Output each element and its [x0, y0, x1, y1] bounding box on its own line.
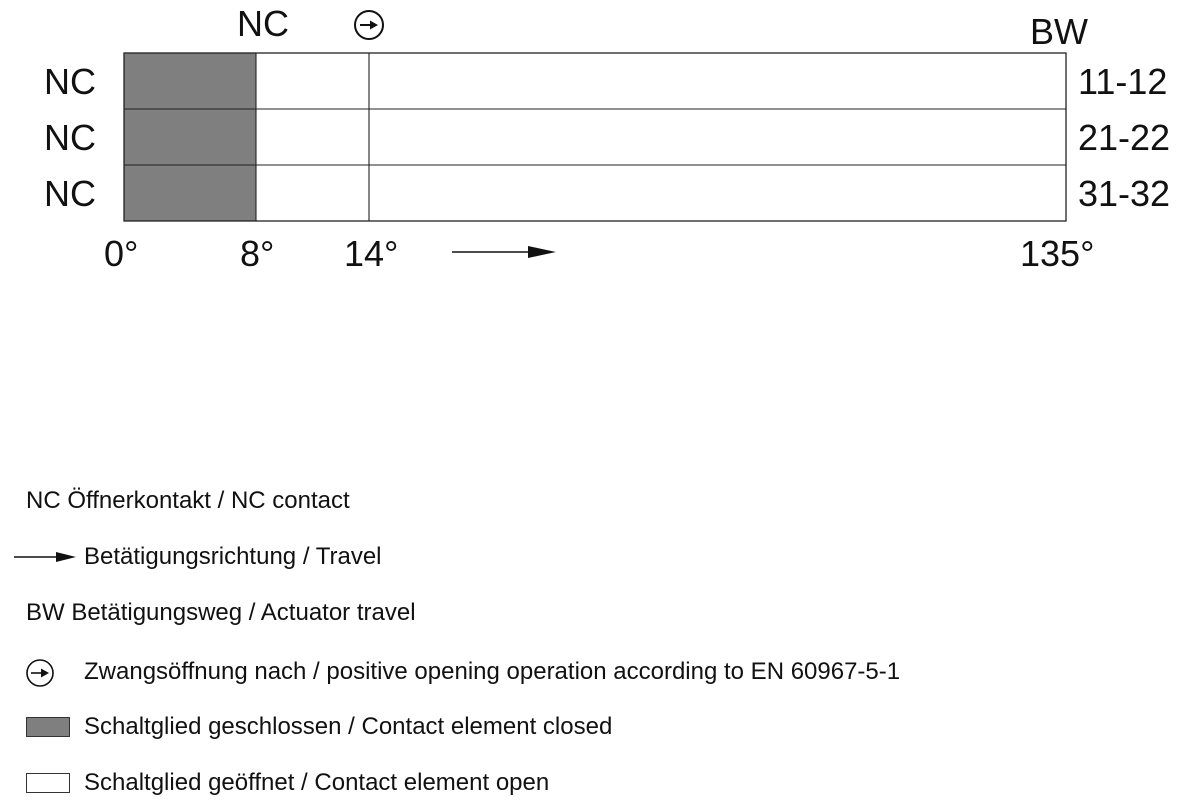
legend-travel-arrow-icon: [14, 550, 78, 564]
legend-bw-text: BW Betätigungsweg / Actuator travel: [26, 599, 416, 626]
row-3-open-area: [124, 165, 1066, 221]
legend-positive-opening-text: Zwangsöffnung nach / positive opening operation according to EN 60967-5-1: [84, 658, 901, 685]
legend-travel-text: Betätigungsrichtung / Travel: [84, 543, 382, 570]
row-2-closed-bar: [124, 109, 256, 165]
contact-number-1: 11-12: [1078, 61, 1168, 102]
header-bw-label: BW: [1030, 11, 1088, 52]
header-nc-label: NC: [237, 3, 289, 44]
row-label-1: NC: [44, 61, 96, 102]
contact-number-3: 31-32: [1078, 173, 1171, 214]
tick-label-135: 135°: [1020, 233, 1095, 274]
switching-diagram: [0, 0, 1200, 240]
legend-closed-swatch: [26, 717, 70, 737]
legend-closed-text: Schaltglied geschlossen / Contact element closed: [84, 713, 613, 740]
legend-nc-text: NC Öffnerkontakt / NC contact: [26, 487, 350, 514]
row-label-2: NC: [44, 117, 96, 158]
contact-number-2: 21-22: [1078, 117, 1171, 158]
travel-arrow-icon: [452, 244, 562, 260]
legend-positive-opening-icon: [24, 657, 56, 689]
row-label-3: NC: [44, 173, 96, 214]
row-3-closed-bar: [124, 165, 256, 221]
legend-open-swatch: [26, 773, 70, 793]
row-2-open-area: [124, 109, 1066, 165]
row-1-open-area: [124, 53, 1066, 109]
tick-label-8: 8°: [240, 233, 275, 274]
tick-label-0: 0°: [104, 233, 139, 274]
row-1-closed-bar: [124, 53, 256, 109]
tick-label-14: 14°: [344, 233, 399, 274]
legend-open-text: Schaltglied geöffnet / Contact element open: [84, 769, 550, 796]
